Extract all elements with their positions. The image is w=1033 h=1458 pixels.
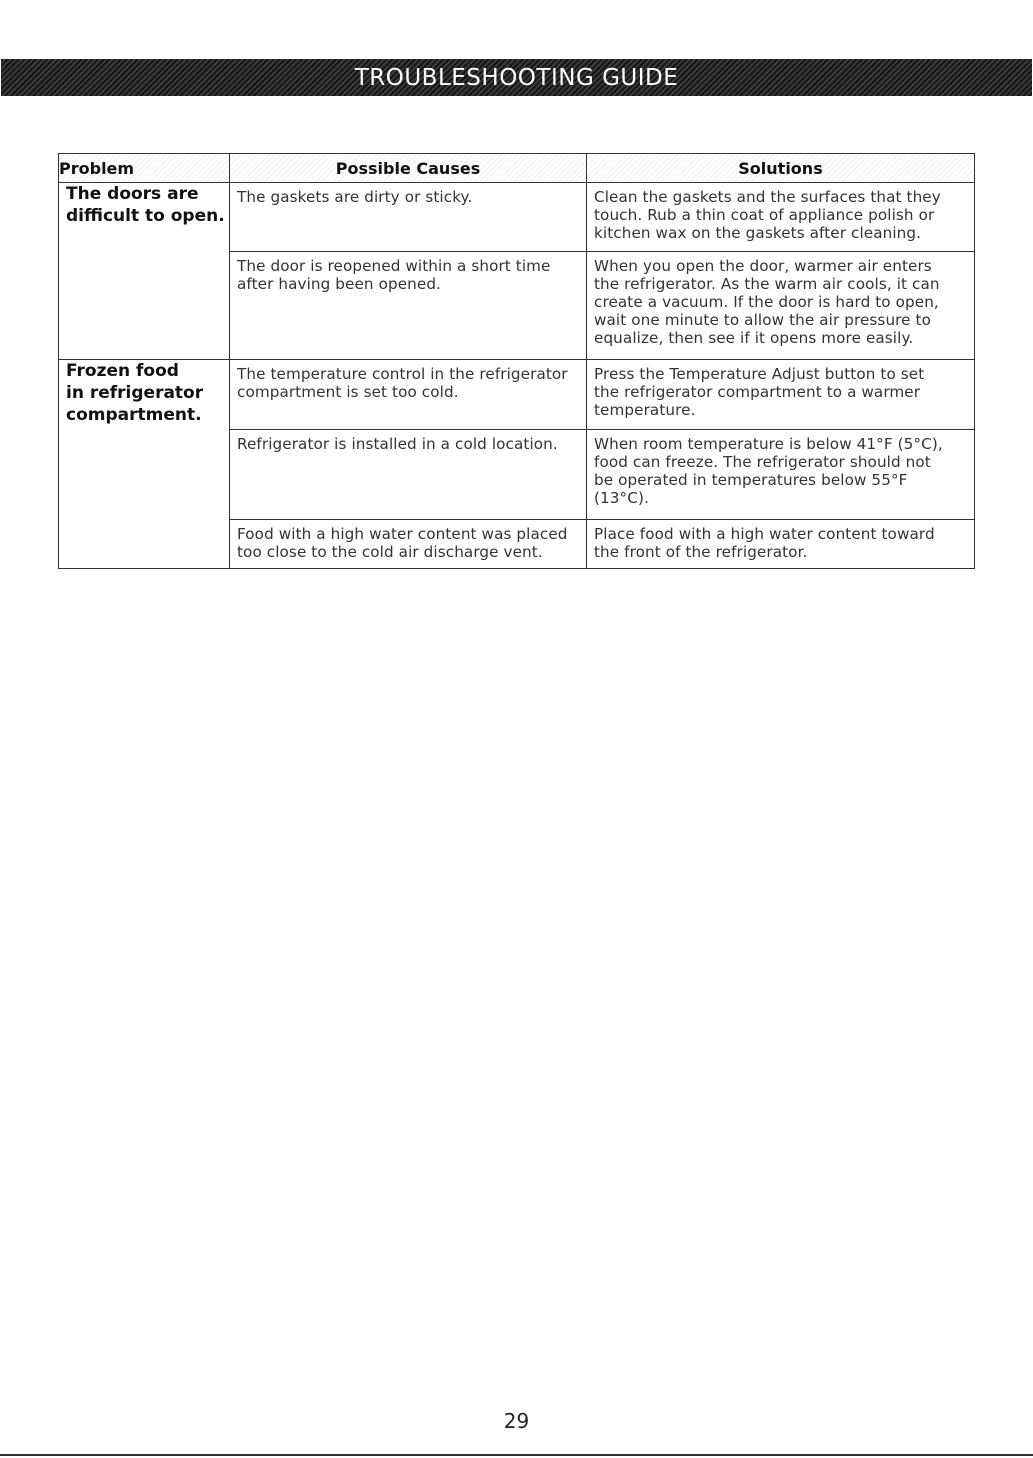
table-header-row — [59, 154, 975, 183]
cause-line: The temperature control in the refrigerator — [237, 365, 568, 383]
column-header-solutions: Solutions — [587, 154, 975, 183]
cause-cell — [230, 520, 587, 569]
problem-line: Frozen food — [66, 361, 179, 381]
cause-cell — [230, 360, 587, 430]
solution-cell — [587, 360, 975, 430]
solution-line: be operated in temperatures below 55°F — [594, 471, 908, 489]
cause-line: after having been opened. — [237, 275, 441, 293]
solution-line: the refrigerator. As the warm air cools, it can — [594, 275, 940, 293]
solution-line: wait one minute to allow the air pressure to — [594, 311, 931, 329]
problem-line: The doors are — [66, 184, 199, 204]
solution-line: create a vacuum. If the door is hard to open, — [594, 293, 939, 311]
solution-cell — [587, 252, 975, 360]
troubleshooting-table — [58, 153, 975, 569]
solution-line: Clean the gaskets and the surfaces that they — [594, 188, 941, 206]
solution-line: (13°C). — [594, 489, 649, 507]
problem-line: in refrigerator — [66, 383, 204, 403]
cause-cell — [230, 430, 587, 520]
cause-line: compartment is set too cold. — [237, 383, 459, 401]
solution-line: touch. Rub a thin coat of appliance polish or — [594, 206, 935, 224]
page-title: TROUBLESHOOTING GUIDE — [354, 64, 679, 91]
table-row — [59, 183, 975, 252]
bottom-divider — [0, 1454, 1033, 1456]
solution-cell — [587, 430, 975, 520]
problem-line: difficult to open. — [66, 206, 225, 226]
cause-line: The gaskets are dirty or sticky. — [237, 188, 473, 206]
solution-line: When room temperature is below 41°F (5°C), — [594, 435, 943, 453]
header-banner — [1, 59, 1032, 96]
cause-line: Food with a high water content was placed — [237, 525, 568, 543]
page-number: 29 — [503, 1409, 530, 1433]
solution-line: When you open the door, warmer air enters — [594, 257, 932, 275]
solution-cell — [587, 183, 975, 252]
solution-line: temperature. — [594, 401, 696, 419]
problem-frozen-food — [59, 360, 230, 569]
solution-cell — [587, 520, 975, 569]
column-header-problem: Problem — [59, 154, 230, 183]
column-header-possible-causes: Possible Causes — [230, 154, 587, 183]
cause-line: The door is reopened within a short time — [237, 257, 551, 275]
solution-line: Press the Temperature Adjust button to set — [594, 365, 925, 383]
cause-cell — [230, 183, 587, 252]
solution-line: Place food with a high water content toward — [594, 525, 935, 543]
cause-cell — [230, 252, 587, 360]
problem-doors-difficult-to-open — [59, 183, 230, 360]
solution-line: food can freeze. The refrigerator should not — [594, 453, 931, 471]
solution-line: the front of the refrigerator. — [594, 543, 808, 561]
table-row — [59, 360, 975, 430]
problem-line: compartment. — [66, 405, 202, 425]
solution-line: kitchen wax on the gaskets after cleaning. — [594, 224, 922, 242]
cause-line: too close to the cold air discharge vent. — [237, 543, 543, 561]
solution-line: equalize, then see if it opens more easily. — [594, 329, 914, 347]
solution-line: the refrigerator compartment to a warmer — [594, 383, 921, 401]
cause-line: Refrigerator is installed in a cold location. — [237, 435, 558, 453]
